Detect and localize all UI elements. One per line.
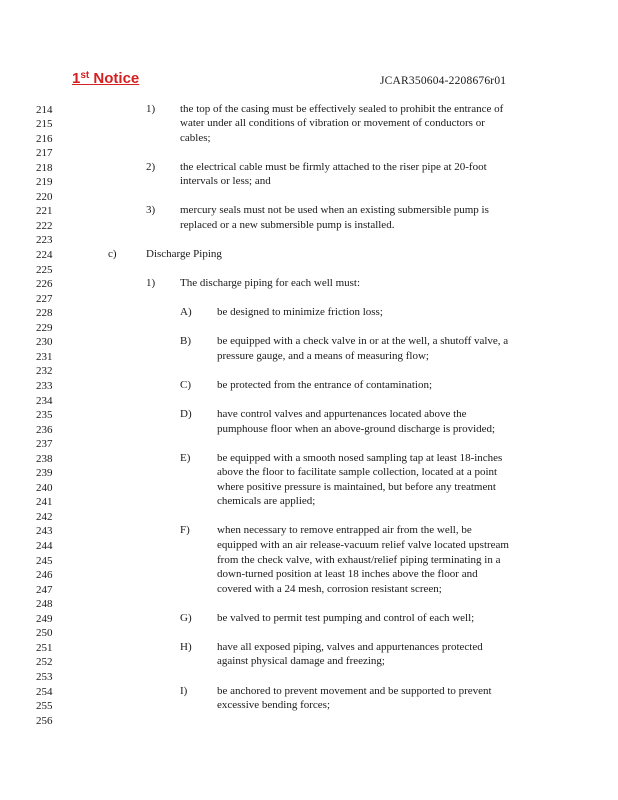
line-number: 215 (36, 118, 53, 131)
line-number: 216 (36, 132, 53, 145)
item-text-line: water under all conditions of vibration or movement of conductors or (180, 117, 485, 130)
item-text-line: chemicals are applied; (217, 495, 316, 508)
item-text-line: be valved to permit test pumping and control of each well; (217, 611, 475, 624)
line-number: 243 (36, 525, 53, 538)
item-label: F) (180, 524, 190, 537)
line-number: 240 (36, 481, 53, 494)
item-text-line: intervals or less; and (180, 175, 271, 188)
line-number: 227 (36, 292, 53, 305)
line-number: 228 (36, 307, 53, 320)
item-label: C) (180, 378, 191, 391)
item-label: G) (180, 611, 192, 624)
item-label: E) (180, 451, 191, 464)
line-number: 218 (36, 161, 53, 174)
item-text-line: be protected from the entrance of contamination; (217, 378, 433, 391)
item-text-line: the electrical cable must be firmly attached to the riser pipe at 20-foot (180, 160, 487, 173)
line-number: 229 (36, 321, 53, 334)
line-number: 242 (36, 510, 53, 523)
line-number: 219 (36, 176, 53, 189)
line-number: 254 (36, 685, 53, 698)
line-number: 253 (36, 670, 53, 683)
line-number: 246 (36, 569, 53, 582)
document-id: JCAR350604-2208676r01 (380, 75, 507, 87)
item-label: 2) (146, 160, 156, 173)
item-text-line: covered with a 24 mesh, corrosion resistant screen; (217, 582, 442, 595)
item-text-line: from the check valve, with exhaust/relief piping terminating in a (217, 553, 501, 566)
line-number: 248 (36, 598, 53, 611)
item-text-line: have all exposed piping, valves and appurtenances protected (217, 640, 483, 653)
line-number: 234 (36, 394, 53, 407)
item-label: 1) (146, 102, 156, 115)
line-number: 256 (36, 714, 53, 727)
item-text-line: be equipped with a check valve in or at the well, a shutoff valve, a (217, 335, 509, 348)
line-number: 231 (36, 350, 53, 363)
line-number: 214 (36, 103, 53, 116)
item-text-line: pressure gauge, and a means of measuring flow; (217, 349, 429, 362)
item-text-line: The discharge piping for each well must: (180, 277, 361, 290)
item-text-line: be anchored to prevent movement and be supported to prevent (217, 684, 492, 697)
item-label: D) (180, 408, 192, 421)
line-number: 237 (36, 438, 53, 451)
line-number: 236 (36, 423, 53, 436)
item-text-line: the top of the casing must be effectively sealed to prohibit the entrance of (180, 102, 504, 115)
line-number: 226 (36, 278, 53, 291)
item-text-line: Discharge Piping (146, 248, 222, 260)
line-number: 233 (36, 379, 53, 392)
item-text-line: equipped with an air release-vacuum relief valve located upstream (217, 539, 509, 551)
item-label: H) (180, 640, 192, 653)
notice-ordinal-suffix: st (80, 70, 90, 81)
line-number: 249 (36, 612, 53, 625)
item-label: A) (180, 306, 192, 319)
item-text-line: down-turned position at least 18 inches above the floor and (217, 568, 478, 581)
item-text-line: cables; (180, 131, 211, 144)
line-number: 245 (36, 554, 53, 567)
item-text-line: pumphouse floor when an above-ground discharge is provided; (217, 422, 496, 435)
line-number: 239 (36, 467, 53, 480)
line-number: 250 (36, 627, 53, 640)
item-label: 3) (146, 204, 156, 217)
line-number: 223 (36, 234, 53, 247)
line-number: 235 (36, 409, 53, 422)
item-text-line: be equipped with a smooth nosed sampling tap at least 18-inches (217, 451, 503, 464)
line-number: 244 (36, 540, 53, 552)
line-number: 247 (36, 583, 53, 596)
line-number: 252 (36, 656, 53, 669)
item-text-line: above the floor to facilitate sample collection, located at a point (217, 466, 498, 479)
item-text-line: where positive pressure is maintained, but before any treatment (217, 480, 496, 493)
item-text-line: against physical damage and freezing; (217, 655, 385, 668)
item-text-line: mercury seals must not be used when an existing submersible pump is (180, 204, 489, 217)
line-number: 221 (36, 205, 53, 218)
notice-heading (72, 70, 139, 87)
notice-ordinal: 1 (72, 70, 81, 87)
item-label: c) (108, 248, 117, 260)
item-label: 1) (146, 277, 156, 290)
item-label: B) (180, 335, 191, 348)
line-number: 232 (36, 365, 53, 378)
item-text-line: replaced or a new submersible pump is installed. (180, 218, 395, 231)
item-label: I) (180, 684, 188, 697)
item-text-line: when necessary to remove entrapped air from the well, be (217, 524, 472, 537)
line-number: 224 (36, 249, 53, 261)
line-number: 255 (36, 700, 53, 713)
line-number: 241 (36, 496, 53, 509)
item-text-line: be designed to minimize friction loss; (217, 306, 383, 319)
line-number: 251 (36, 641, 53, 654)
line-number: 238 (36, 452, 53, 465)
line-number: 230 (36, 336, 53, 349)
line-number: 222 (36, 219, 53, 232)
notice-word: Notice (93, 70, 140, 87)
item-text-line: excessive bending forces; (217, 699, 331, 712)
line-number: 220 (36, 190, 53, 203)
line-number: 217 (36, 147, 53, 160)
item-text-line: have control valves and appurtenances located above the (217, 408, 467, 421)
line-number: 225 (36, 263, 53, 276)
